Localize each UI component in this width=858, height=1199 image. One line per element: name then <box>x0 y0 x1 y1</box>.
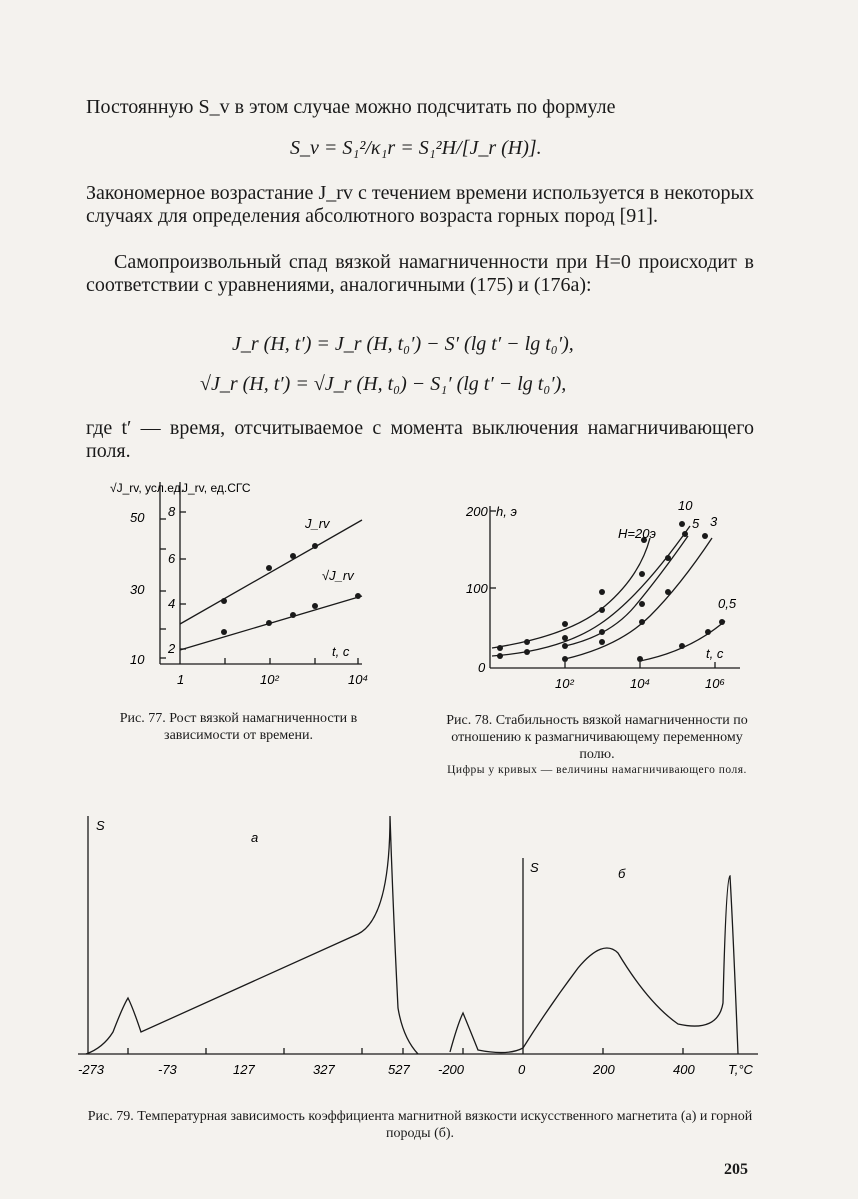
fig77-ylabel-right: J_rv, ед.СГС <box>182 481 251 495</box>
paragraph-4 <box>86 417 754 463</box>
figure-78-caption: Рис. 78. Стабильность вязкой намагниченности по отношению к размагничивающему переменному полю. <box>446 713 748 762</box>
fig77-point <box>290 612 296 618</box>
paragraph-1-text: Постоянную S_v в этом случае можно подсчитать по формуле <box>86 96 616 118</box>
fig78-y-tick: 100 <box>466 581 488 596</box>
figure-77-chart <box>100 472 380 697</box>
fig78-x-tick: 10² <box>555 676 574 691</box>
figure-77-caption: Рис. 77. Рост вязкой намагниченности в зависимости от времени. <box>119 711 358 743</box>
fig78-curve-3 <box>565 538 712 659</box>
fig79b-x-tick: -200 <box>438 1062 465 1077</box>
fig79b-x-tick: 0 <box>518 1062 526 1077</box>
fig77-point <box>355 593 361 599</box>
fig79a-curve <box>86 816 418 1054</box>
fig77-point <box>312 603 318 609</box>
fig77-yright-tick: 4 <box>168 596 176 611</box>
fig77-x-tick: 1 <box>177 672 185 687</box>
fig79b-ylabel: S <box>530 860 539 875</box>
fig79b-x-tick: 200 <box>593 1062 615 1077</box>
fig79a-x-tick: 127 <box>233 1062 255 1077</box>
fig78-series-label: 3 <box>710 514 718 529</box>
paragraph-1 <box>86 96 754 119</box>
paragraph-2-text: Закономерное возрастание J_rv с течением времени используется в некоторых случаях для определения абсолютного возраста горных пород [91]. <box>86 182 754 227</box>
page-number: 205 <box>724 1161 748 1178</box>
paragraph-4-text: где t′ — время, отсчитываемое с момента выключения намагничивающего поля. <box>86 417 754 462</box>
fig77-yleft-tick: 50 <box>130 510 145 525</box>
fig77-point <box>266 620 272 626</box>
fig79a-x-tick: -273 <box>78 1062 105 1077</box>
fig78-y-tick: 200 <box>466 504 488 519</box>
fig77-xlabel: t, c <box>332 644 350 659</box>
fig77-point <box>266 565 272 571</box>
fig78-curve-h20 <box>492 538 650 648</box>
fig77-point <box>312 543 318 549</box>
figure-79-chart <box>78 808 768 1083</box>
fig77-ticks <box>160 512 358 664</box>
fig77-series-label: J_rv <box>305 516 330 531</box>
fig79a-x-tick: 327 <box>313 1062 335 1077</box>
fig78-series-label: 0,5 <box>718 596 737 611</box>
fig79a-x-tick: -73 <box>158 1062 177 1077</box>
fig77-x-tick: 10² <box>260 672 279 687</box>
figure-79-caption: Рис. 79. Температурная зависимость коэффициента магнитной вязкости искусственного магнетита (а) и горной породы (б). <box>87 1109 753 1141</box>
fig78-series-label: 10 <box>678 498 693 513</box>
fig78-curve-10 <box>492 526 690 656</box>
fig77-x-tick: 10⁴ <box>348 672 369 687</box>
fig77-ylabel-left: √J_rv, усл.ед. <box>110 481 184 495</box>
fig77-point <box>221 629 227 635</box>
fig78-xlabel: t, c <box>706 646 724 661</box>
fig78-series-label: 5 <box>692 516 700 531</box>
fig79a-ylabel: S <box>96 818 105 833</box>
fig78-ylabel: h, э <box>496 504 517 519</box>
fig79a-x-tick: 527 <box>388 1062 410 1077</box>
equation-1: S_v = S₁²/κ₁r = S₁²H/[J_r (H)]. <box>290 137 542 159</box>
fig78-series-label: H=20э <box>618 526 656 541</box>
fig79a-label: а <box>251 830 259 845</box>
fig77-yright-tick: 8 <box>168 504 176 519</box>
fig77-yleft-tick: 30 <box>130 582 145 597</box>
fig77-yright-tick: 2 <box>168 641 176 656</box>
fig79b-curve <box>450 876 738 1054</box>
fig79b-x-tick: 400 <box>673 1062 695 1077</box>
fig77-yright-tick: 6 <box>168 551 176 566</box>
fig77-yleft-tick: 10 <box>130 652 145 667</box>
fig77-point <box>221 598 227 604</box>
fig78-x-tick: 10⁴ <box>630 676 651 691</box>
fig78-x-tick: 10⁶ <box>705 676 725 691</box>
figure-78-note: Цифры у кривых — величины намагничивающего поля. <box>447 764 747 776</box>
fig78-y-tick: 0 <box>478 660 486 675</box>
fig79b-label: б <box>618 866 626 881</box>
fig77-point <box>290 553 296 559</box>
paragraph-2 <box>86 182 754 228</box>
paragraph-3-text: Самопроизвольный спад вязкой намагниченности при H=0 происходит в соответствии с уравнениями, аналогичными (175) и (176а): <box>86 251 754 296</box>
equation-2: J_r (H, t′) = J_r (H, t₀′) − S′ (lg t′ − lg t₀′), <box>232 333 574 355</box>
figure-78-chart <box>460 496 760 696</box>
fig77-series-label: √J_rv <box>322 568 354 583</box>
paragraph-3 <box>86 251 754 297</box>
fig79b-xlabel: T,°C <box>728 1062 753 1077</box>
equation-3: √J_r (H, t′) = √J_r (H, t₀) − S₁′ (lg t′ − lg t₀′), <box>200 373 567 395</box>
